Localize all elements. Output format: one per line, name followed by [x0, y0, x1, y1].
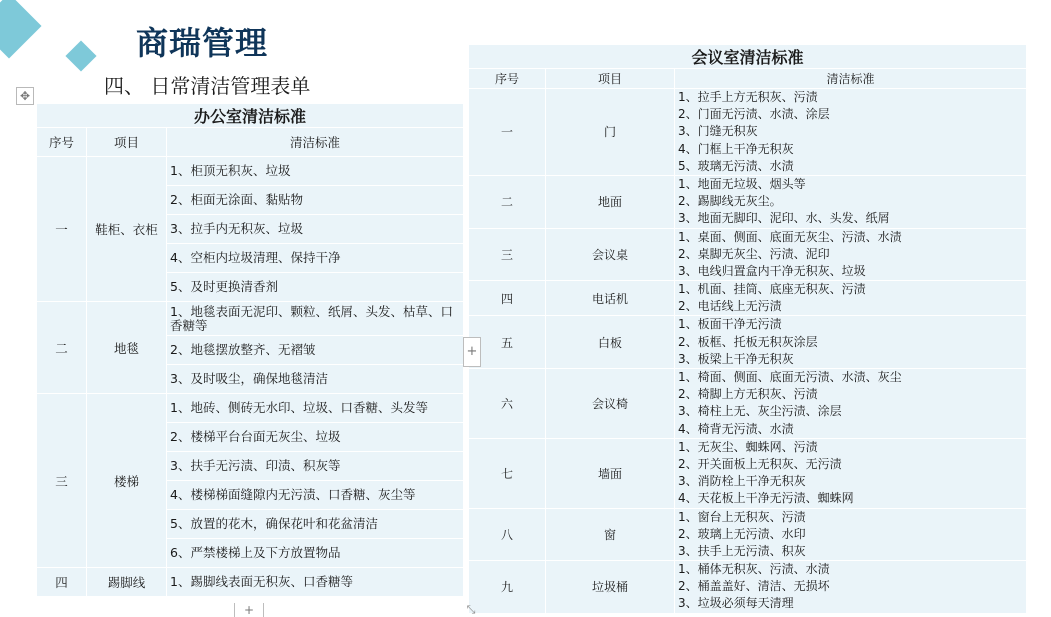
- cleaning-standard: 3、消防栓上干净无积灰: [678, 474, 806, 489]
- cleaning-standard: 1、无灰尘、蜘蛛网、污渍: [678, 439, 818, 454]
- row-item: 会议椅: [546, 369, 675, 439]
- cleaning-standard: 2、电话线上无污渍: [678, 299, 782, 314]
- cleaning-standard: 2、踢脚线无灰尘。: [678, 194, 782, 209]
- cleaning-standard: 2、玻璃上无污渍、水印: [678, 526, 806, 541]
- row-number: 七: [469, 438, 546, 508]
- cleaning-standard: 3、椅柱上无、灰尘污渍、涂层: [678, 404, 842, 419]
- cleaning-standards: [675, 369, 1027, 439]
- cleaning-standard: 2、柜面无涂面、黏贴物: [167, 186, 464, 215]
- cleaning-standard: 1、窗台上无积灰、污渍: [678, 509, 806, 524]
- column-header: 序号: [469, 69, 546, 89]
- table-caption: 会议室清洁标准: [469, 45, 1027, 69]
- cleaning-standard: 3、垃圾必须每天清理: [678, 596, 794, 611]
- cleaning-standard: 5、放置的花木，确保花叶和花盆清洁: [167, 510, 464, 539]
- cleaning-standard: 4、椅背无污渍、水渍: [678, 421, 794, 436]
- cleaning-standard: 3、电线归置盒内干净无积灰、垃圾: [678, 263, 866, 278]
- cleaning-standard: 1、桌面、侧面、底面无灰尘、污渍、水渍: [678, 229, 902, 244]
- column-header: 项目: [87, 128, 167, 157]
- cleaning-standard: 2、板框、托板无积灰涂层: [678, 334, 818, 349]
- cleaning-standard: 1、桶体无积灰、污渍、水渍: [678, 562, 830, 577]
- column-header: 清洁标准: [675, 69, 1027, 89]
- row-number: 四: [37, 568, 87, 597]
- page-title: 商瑞管理: [136, 24, 269, 62]
- column-header: 序号: [37, 128, 87, 157]
- cleaning-standard: 3、扶手上无污渍、积灰: [678, 543, 806, 558]
- cleaning-standard: 2、地毯摆放整齐、无褶皱: [167, 336, 464, 365]
- decor-diamond-small: [65, 40, 96, 71]
- cleaning-standards: [675, 561, 1027, 614]
- cleaning-standard: 4、天花板上干净无污渍、蜘蛛网: [678, 491, 854, 506]
- cleaning-standard: 1、柜顶无积灰、垃圾: [167, 157, 464, 186]
- cleaning-standard: 1、板面干净无污渍: [678, 317, 782, 332]
- row-item: 楼梯: [87, 394, 167, 568]
- table-row: [37, 157, 464, 186]
- cleaning-standards: [675, 228, 1027, 281]
- table-row: [37, 302, 464, 336]
- table-row: [469, 316, 1027, 369]
- row-item: 地面: [546, 175, 675, 228]
- row-item: 垃圾桶: [546, 561, 675, 614]
- add-column-button[interactable]: +: [463, 337, 481, 367]
- cleaning-standard: 2、门面无污渍、水渍、涂层: [678, 107, 830, 122]
- cleaning-standard: 1、踢脚线表面无积灰、口香糖等: [167, 568, 464, 597]
- table-row: [469, 369, 1027, 439]
- table-row: [469, 561, 1027, 614]
- row-number: 四: [469, 281, 546, 316]
- row-number: 六: [469, 369, 546, 439]
- row-item: 电话机: [546, 281, 675, 316]
- cleaning-standard: 2、桶盖盖好、清洁、无损坏: [678, 579, 830, 594]
- cleaning-standard: 3、地面无脚印、泥印、水、头发、纸屑: [678, 211, 890, 226]
- table-row: [469, 175, 1027, 228]
- row-number: 九: [469, 561, 546, 614]
- cleaning-standards: [675, 89, 1027, 176]
- cleaning-standard: 4、楼梯梯面缝隙内无污渍、口香糖、灰尘等: [167, 481, 464, 510]
- row-number: 三: [469, 228, 546, 281]
- section-heading: 四、 日常清洁管理表单: [104, 74, 311, 98]
- table-move-handle-icon[interactable]: ✥: [16, 87, 34, 105]
- cleaning-standard: 5、玻璃无污渍、水渍: [678, 158, 794, 173]
- cleaning-standard: 1、机面、挂筒、底座无积灰、污渍: [678, 282, 866, 297]
- table-row: [37, 568, 464, 597]
- cleaning-standard: 2、开关面板上无积灰、无污渍: [678, 456, 842, 471]
- table-row: [469, 508, 1027, 561]
- row-number: 一: [37, 157, 87, 302]
- row-item: 地毯: [87, 302, 167, 394]
- cleaning-standard: 1、地面无垃圾、烟头等: [678, 176, 806, 191]
- row-item: 白板: [546, 316, 675, 369]
- row-item: 墙面: [546, 438, 675, 508]
- row-item: 鞋柜、衣柜: [87, 157, 167, 302]
- row-item: 踢脚线: [87, 568, 167, 597]
- column-header: 项目: [546, 69, 675, 89]
- row-item: 会议桌: [546, 228, 675, 281]
- table-row: [469, 228, 1027, 281]
- row-number: 二: [469, 175, 546, 228]
- cleaning-standards: [675, 175, 1027, 228]
- cleaning-standard: 3、门缝无积灰: [678, 124, 758, 139]
- cleaning-standards: [675, 316, 1027, 369]
- row-item: 门: [546, 89, 675, 176]
- table-caption: 办公室清洁标准: [37, 104, 464, 128]
- cleaning-standards: [675, 281, 1027, 316]
- cleaning-standard: 5、及时更换清香剂: [167, 273, 464, 302]
- cleaning-standard: 2、桌脚无灰尘、污渍、泥印: [678, 246, 830, 261]
- resize-handle-icon[interactable]: ⤡: [466, 603, 476, 616]
- decor-diamond-large: [0, 0, 42, 59]
- cleaning-standard: 6、严禁楼梯上及下方放置物品: [167, 539, 464, 568]
- meeting-room-cleaning-table: [468, 44, 1027, 614]
- cleaning-standard: 4、空柜内垃圾清理、保持干净: [167, 244, 464, 273]
- table-row: [469, 281, 1027, 316]
- row-item: 窗: [546, 508, 675, 561]
- cleaning-standard: 2、楼梯平台台面无灰尘、垃圾: [167, 423, 464, 452]
- cleaning-standard: 3、板梁上干净无积灰: [678, 351, 794, 366]
- table-row: [469, 89, 1027, 176]
- cleaning-standards: [675, 438, 1027, 508]
- row-number: 八: [469, 508, 546, 561]
- column-header: 清洁标准: [167, 128, 464, 157]
- row-number: 二: [37, 302, 87, 394]
- row-number: 一: [469, 89, 546, 176]
- cleaning-standard: 1、地砖、侧砖无水印、垃圾、口香糖、头发等: [167, 394, 464, 423]
- cleaning-standard: 1、椅面、侧面、底面无污渍、水渍、灰尘: [678, 370, 902, 384]
- row-number: 五: [469, 316, 546, 369]
- office-cleaning-table: [36, 103, 464, 597]
- table-row: [37, 394, 464, 423]
- cleaning-standards: [675, 508, 1027, 561]
- cleaning-standard: 3、及时吸尘，确保地毯清洁: [167, 365, 464, 394]
- table-row: [469, 438, 1027, 508]
- cleaning-standard: 3、扶手无污渍、印渍、积灰等: [167, 452, 464, 481]
- add-row-button[interactable]: +: [234, 603, 264, 617]
- cleaning-standard: 2、椅脚上方无积灰、污渍: [678, 387, 818, 402]
- cleaning-standard: 4、门框上干净无积灰: [678, 141, 794, 156]
- cleaning-standard: 1、拉手上方无积灰、污渍: [678, 90, 818, 104]
- cleaning-standard: 1、地毯表面无泥印、颗粒、纸屑、头发、枯草、口香糖等: [167, 302, 464, 336]
- cleaning-standard: 3、拉手内无积灰、垃圾: [167, 215, 464, 244]
- row-number: 三: [37, 394, 87, 568]
